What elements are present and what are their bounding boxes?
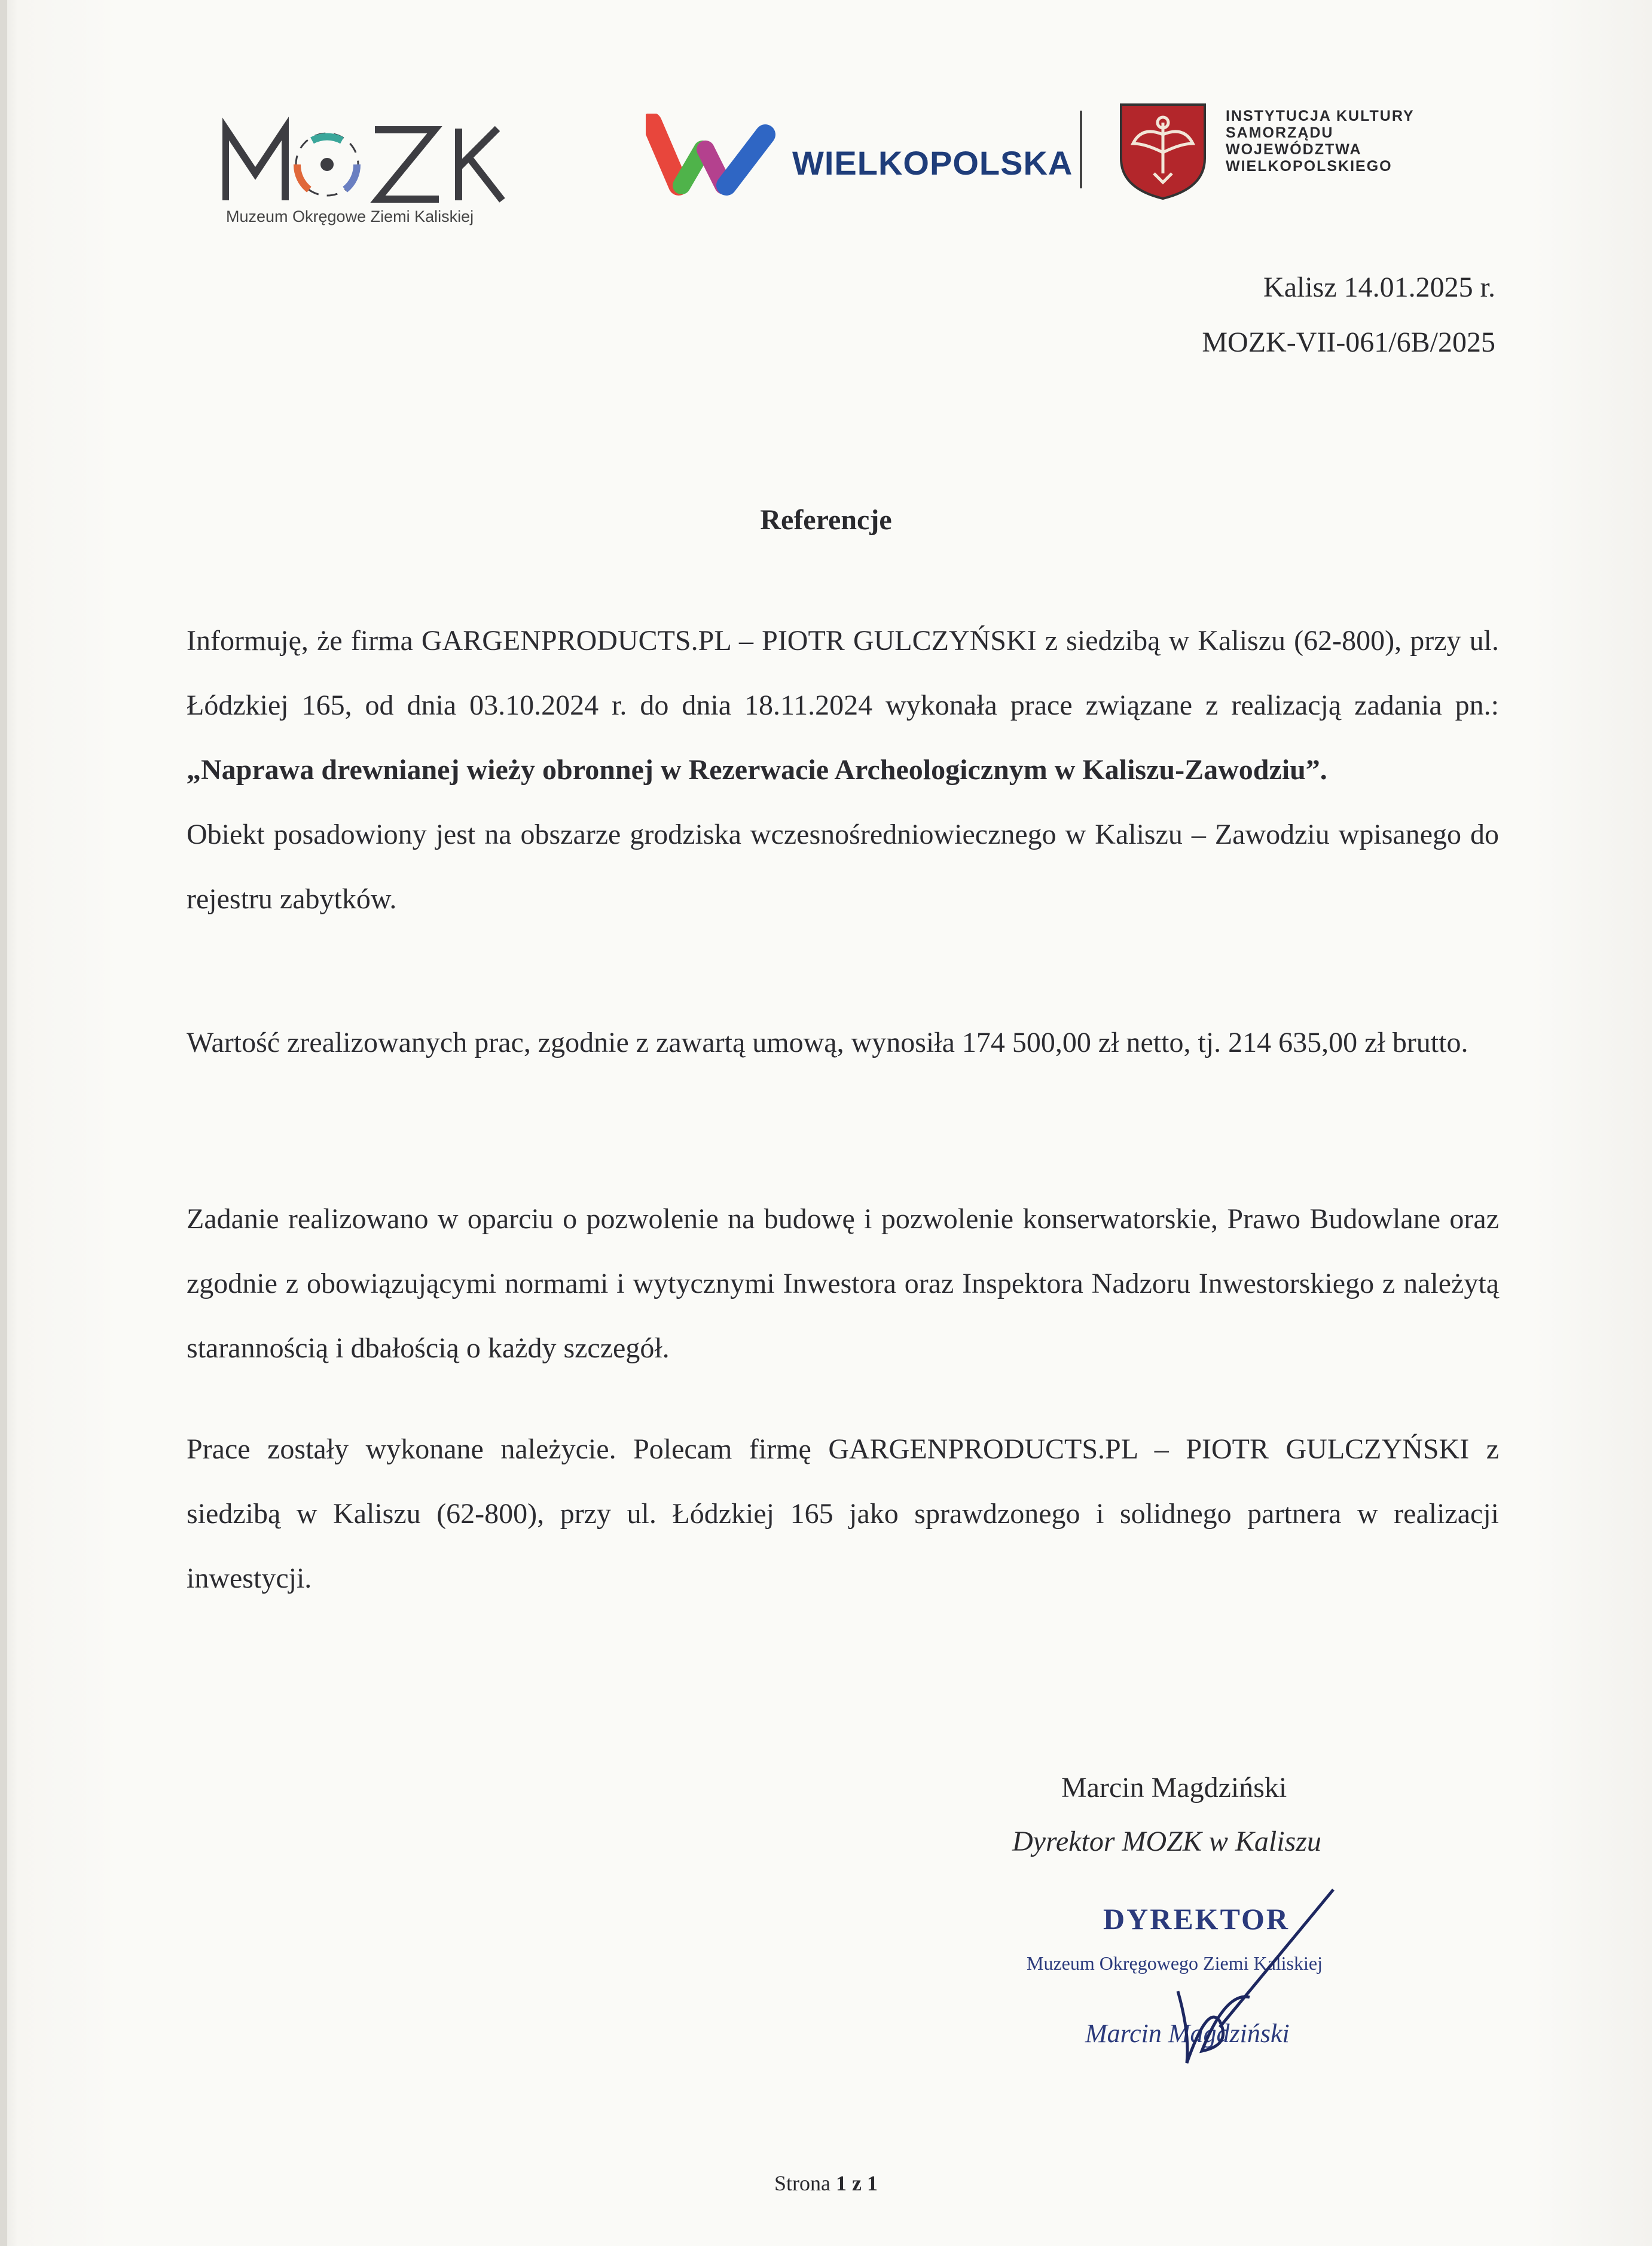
intro-text: Informuję, że firma GARGENPRODUCTS.PL – PIOTR GULCZYŃSKI z siedzibą w Kaliszu (62-800), przy ul. Łódzkiej 165, od dnia 03.10.2024 r. do dnia 18.11.2024 wykonała prace związane z realizacją zadania pn.: (187, 625, 1499, 721)
wielkopolska-logo (646, 114, 1073, 209)
mozk-logo (222, 117, 533, 236)
paragraph-intro (187, 609, 1499, 932)
page-total: 1 (866, 2171, 878, 2195)
wielkopolska-w-icon (646, 114, 783, 209)
page-current: 1 (836, 2171, 847, 2195)
institution-line: INSTYTUCJA KULTURY (1226, 108, 1415, 124)
mozk-wordmark-icon (222, 117, 509, 206)
logo-divider (1080, 111, 1082, 188)
paragraph-value (187, 1011, 1499, 1075)
letter-reference: MOZK-VII-061/6B/2025 (1202, 326, 1495, 358)
paragraph-recommendation (187, 1417, 1499, 1611)
eagle-crest-icon (1118, 102, 1208, 200)
stamp-name: Marcin Magdziński (1085, 2019, 1290, 2048)
paragraph-basis (187, 1187, 1499, 1381)
stamp-title: DYREKTOR (1103, 1902, 1290, 1936)
letter-title: Referencje (760, 504, 892, 536)
page-footer (0, 2171, 1652, 2196)
page-edge-shadow (0, 0, 7, 2246)
page-separator: z (852, 2171, 862, 2195)
mozk-subtitle: Muzeum Okręgowe Ziemi Kaliskiej (226, 207, 474, 225)
basis-text: Zadanie realizowano w oparciu o pozwolenie na budowę i pozwolenie konserwatorskie, Prawo Budowlane oraz zgodnie z obowiązującymi normami i wytycznymi Inwestora oraz Inspektora Nadzoru Inwestorskiego z należytą starannością i dbałością o każdy szczegół. (187, 1203, 1499, 1364)
institution-line: WIELKOPOLSKIEGO (1226, 158, 1393, 175)
task-name: „Naprawa drewnianej wieży obronnej w Rezerwacie Archeologicznym w Kaliszu-Zawodziu”. (187, 754, 1327, 786)
letter-date: Kalisz 14.01.2025 r. (1263, 271, 1495, 303)
handwritten-signature-icon (1130, 1884, 1345, 2069)
institution-label (1226, 108, 1465, 175)
wielkopolska-wordmark: WIELKOPOLSKA (792, 144, 1073, 182)
letter-meta (1202, 260, 1495, 370)
value-text: Wartość zrealizowanych prac, zgodnie z zawartą umową, wynosiła 174 500,00 zł netto, tj. 214 635,00 zł brutto. (187, 1027, 1468, 1058)
object-description: Obiekt posadowiony jest na obszarze grodziska wczesnośredniowiecznego w Kaliszu – Zawodziu wpisanego do rejestru zabytków. (187, 819, 1499, 915)
stamp-organization: Muzeum Okręgowego Ziemi Kaliskiej (1027, 1952, 1323, 1974)
institution-line: WOJEWÓDZTWA (1226, 141, 1362, 158)
institution-line: SAMORZĄDU (1226, 124, 1334, 141)
signatory-role: Dyrektor MOZK w Kaliszu (1012, 1826, 1321, 1857)
page-label: Strona (774, 2171, 830, 2195)
recommendation-text: Prace zostały wykonane należycie. Polecam firmę GARGENPRODUCTS.PL – PIOTR GULCZYŃSKI z siedzibą w Kaliszu (62-800), przy ul. Łódzkiej 165 jako sprawdzonego i solidnego partnera w realizacji inwestycji. (187, 1433, 1499, 1594)
signatory-name: Marcin Magdziński (1061, 1772, 1287, 1803)
